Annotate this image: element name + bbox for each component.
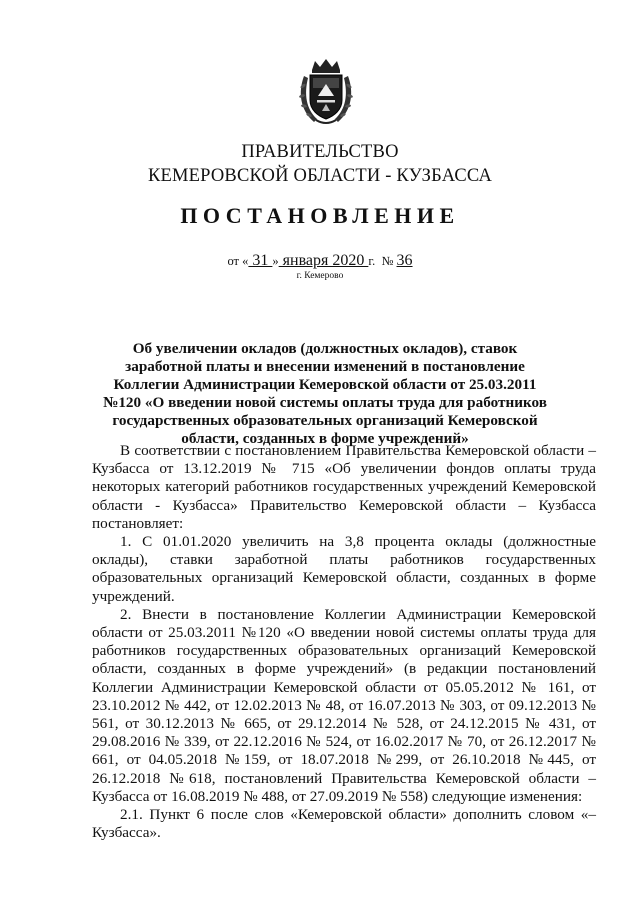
document-title: Об увеличении окладов (должностных окладов), ставок заработной платы и внесении изменений в постановление Коллегии Администрации Кемеровской области от 25.03.2011 №120 «О введении новой системы оплаты труда для работников государственных образовательных организаций Кемеровской области, созданных в форме учреждений» bbox=[103, 340, 547, 447]
date-prefix: от « bbox=[227, 254, 249, 268]
paragraph-preamble: В соответствии с постановлением Правительства Кемеровской области – Кузбасса от 13.12.2019 № 715 «Об увеличении фондов оплаты труда некоторых категорий работников государственных учреждений Кемеровской области - Кузбасса» Правительство Кемеровской области – Кузбасса постановляет: bbox=[92, 442, 596, 532]
organization-name-line2: КЕМЕРОВСКОЙ ОБЛАСТИ - КУЗБАССА bbox=[147, 166, 493, 186]
coat-of-arms-emblem bbox=[296, 56, 356, 128]
document-type-heading: ПОСТАНОВЛЕНИЕ bbox=[180, 203, 460, 228]
paragraph-item-2-1: 2.1. Пункт 6 после слов «Кемеровской области» дополнить словом «– Кузбасса». bbox=[92, 806, 596, 842]
document-date-line bbox=[0, 252, 640, 270]
number-label: № bbox=[381, 254, 394, 268]
date-day: 31 bbox=[248, 252, 273, 269]
organization-name-line1: ПРАВИТЕЛЬСТВО bbox=[241, 142, 399, 162]
paragraph-item-2: 2. Внести в постановление Коллегии Администрации Кемеровской области от 25.03.2011 №120 «О введении новой системы оплаты труда для работников государственных образовательных организаций Кемеровской области, созданных в форме учреждений» (в редакции постановлений Коллегии Администрации Кемеровской области от 05.05.2012 № 161, от 23.10.2012 № 442, от 12.02.2013 № 48, от 16.07.2013 № 303, от 09.12.2013 № 561, от 30.12.2013 № 665, от 29.12.2014 № 528, от 24.12.2015 № 431, от 29.08.2016 № 339, от 22.12.2016 № 524, от 16.02.2017 № 70, от 26.12.2017 № 661, от 04.05.2018 №159, от 18.07.2018 №299, от 26.10.2018 №445, от 26.12.2018 №618, постановлений Правительства Кемеровской области – Кузбасса от 16.08.2019 № 488, от 27.09.2019 № 558) следующие изменения: bbox=[92, 605, 596, 805]
date-suffix: г. bbox=[368, 254, 376, 268]
date-month-year: января 2020 bbox=[278, 252, 369, 269]
paragraph-item-1: 1. С 01.01.2020 увеличить на 3,8 процента оклады (должностные оклады), ставки заработной платы работников государственных образовательных организаций Кемеровской области, созданных в форме учреждений. bbox=[92, 533, 596, 605]
date-separator: » bbox=[272, 254, 279, 268]
document-body bbox=[92, 442, 596, 842]
document-number: 36 bbox=[396, 252, 413, 269]
document-city: г. Кемерово bbox=[296, 271, 344, 281]
